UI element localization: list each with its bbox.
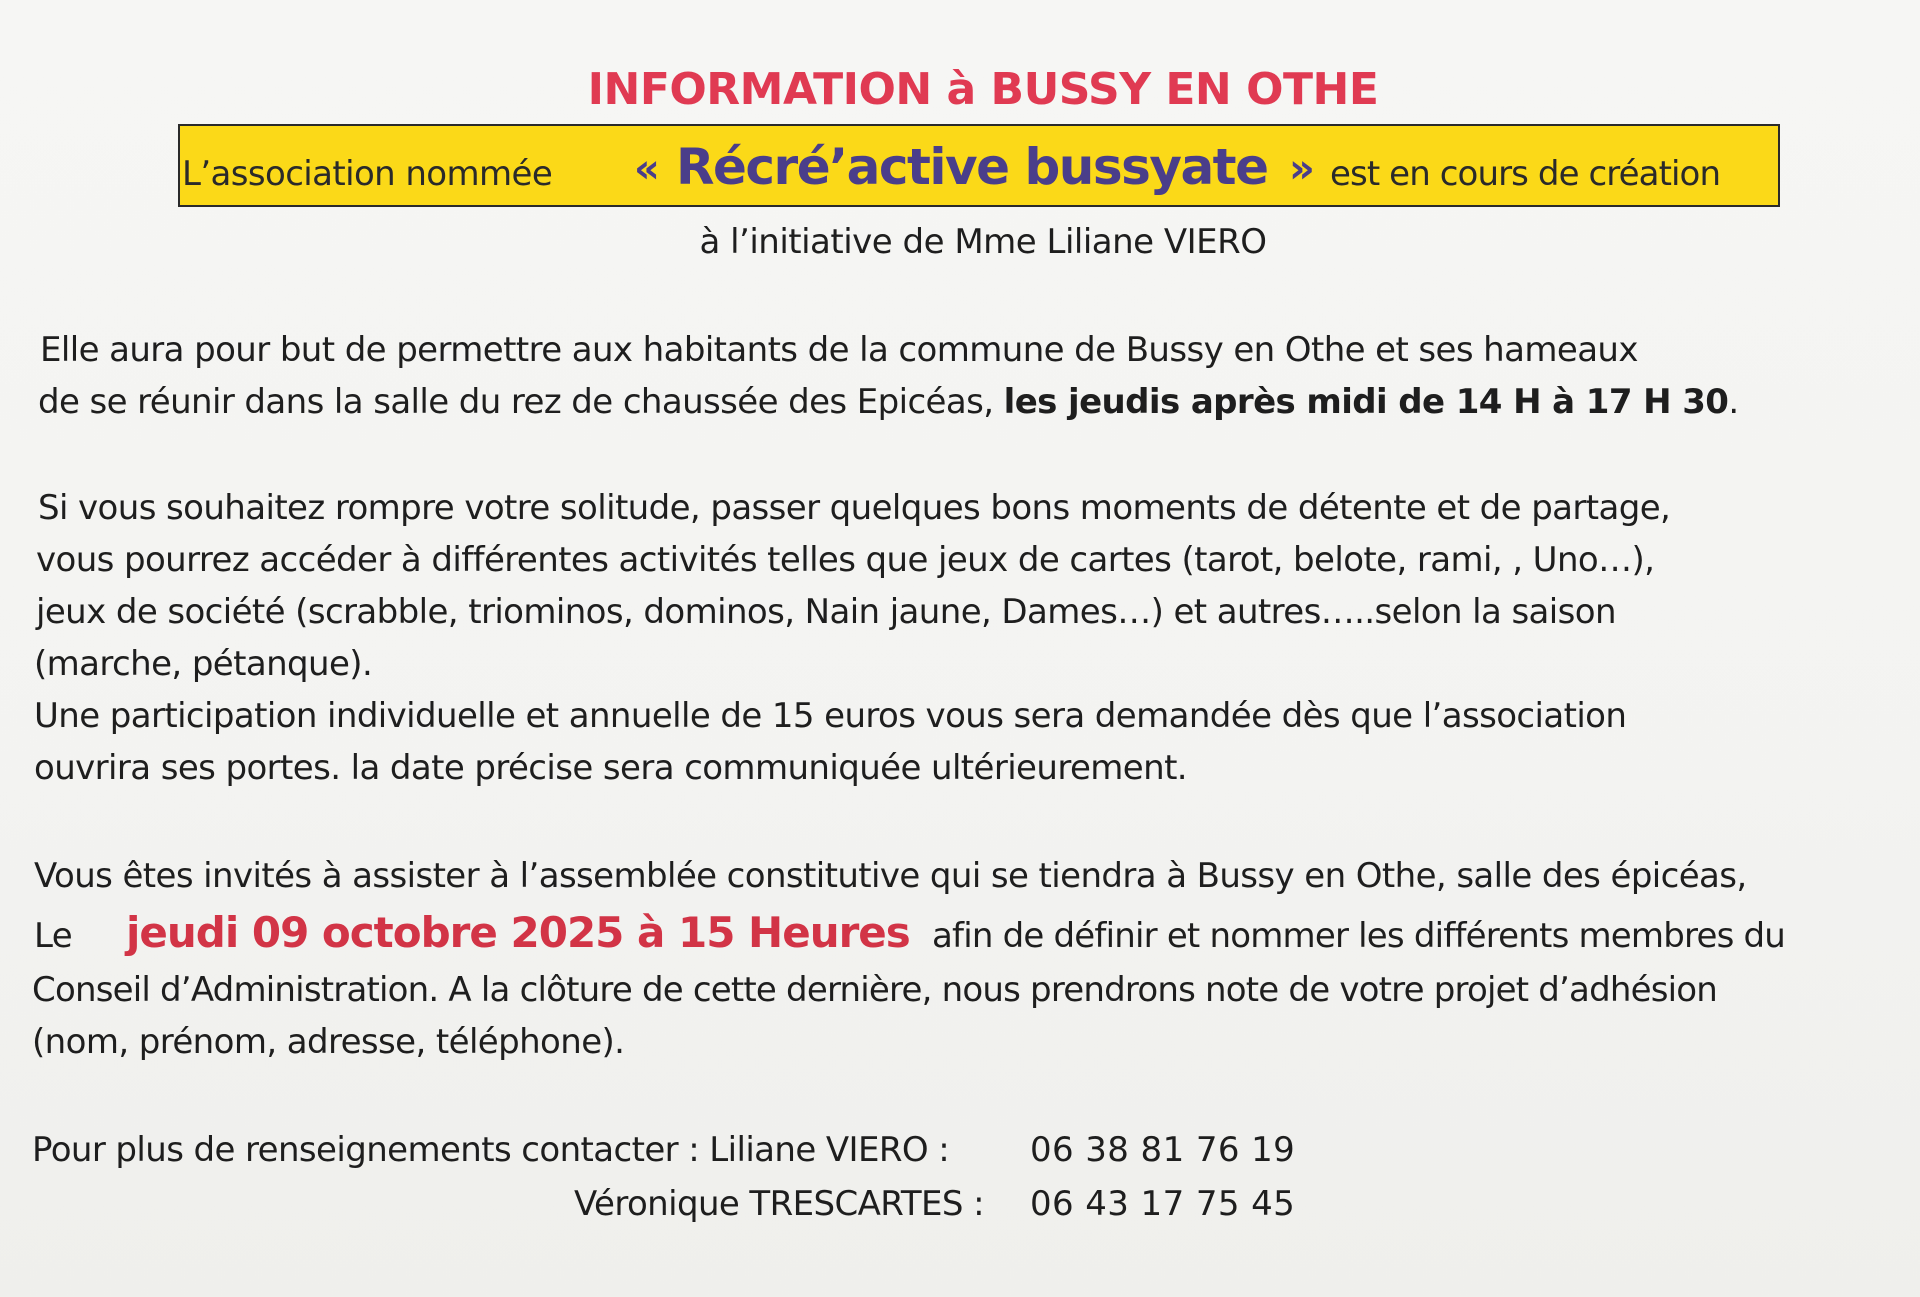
banner-quote-open: « xyxy=(634,146,660,192)
paragraph3-le: Le xyxy=(34,916,73,956)
contact-name-2: Véronique TRESCARTES : xyxy=(574,1184,984,1224)
association-name: Récré’active bussyate xyxy=(676,138,1268,196)
paragraph2-line: ouvrira ses portes. la date précise sera communiquée ultérieurement. xyxy=(34,748,1188,788)
paragraph1-line2-start: de se réunir dans la salle du rez de chaussée des Epicéas, xyxy=(38,382,994,422)
banner-quote-close: » xyxy=(1289,146,1315,192)
paragraph1-line2 xyxy=(38,382,1739,422)
paragraph2-line: (marche, pétanque). xyxy=(34,644,373,684)
paragraph3-line3: Conseil d’Administration. A la clôture de cette dernière, nous prendrons note de votre projet d’adhésion xyxy=(32,970,1718,1010)
initiative-line: à l’initiative de Mme Liliane VIERO xyxy=(699,222,1267,262)
paragraph2-line: jeux de société (scrabble, triominos, dominos, Nain jaune, Dames…) et autres…..selon la saison xyxy=(36,592,1616,632)
paragraph3-line4: (nom, prénom, adresse, téléphone). xyxy=(32,1022,625,1062)
association-banner xyxy=(178,124,1780,207)
paragraph3-line2-rest: afin de définir et nommer les différents membres du xyxy=(932,916,1786,956)
paragraph3-line1: Vous êtes invités à assister à l’assemblée constitutive qui se tiendra à Bussy en Othe, salle des épicéas, xyxy=(34,856,1747,896)
contact-intro: Pour plus de renseignements contacter : Liliane VIERO : xyxy=(32,1130,950,1170)
flyer-title: INFORMATION à BUSSY EN OTHE xyxy=(587,64,1379,115)
contact-phone-1: 06 38 81 76 19 xyxy=(1030,1130,1296,1170)
paragraph2-line: Si vous souhaitez rompre votre solitude, passer quelques bons moments de détente et de partage, xyxy=(38,488,1671,528)
meeting-date: jeudi 09 octobre 2025 à 15 Heures xyxy=(126,908,910,957)
paragraph2-line: Une participation individuelle et annuelle de 15 euros vous sera demandée dès que l’association xyxy=(34,696,1627,736)
meeting-schedule: les jeudis après midi de 14 H à 17 H 30 xyxy=(1003,382,1729,422)
paragraph2-line: vous pourrez accéder à différentes activités telles que jeux de cartes (tarot, belote, rami, , Uno…), xyxy=(36,540,1655,580)
paragraph1-line2-end: . xyxy=(1728,382,1739,422)
banner-suffix: est en cours de création xyxy=(1330,154,1721,194)
contact-phone-2: 06 43 17 75 45 xyxy=(1030,1184,1296,1224)
paragraph1-line1: Elle aura pour but de permettre aux habitants de la commune de Bussy en Othe et ses hameaux xyxy=(40,330,1638,370)
banner-prefix: L’association nommée xyxy=(182,154,553,194)
